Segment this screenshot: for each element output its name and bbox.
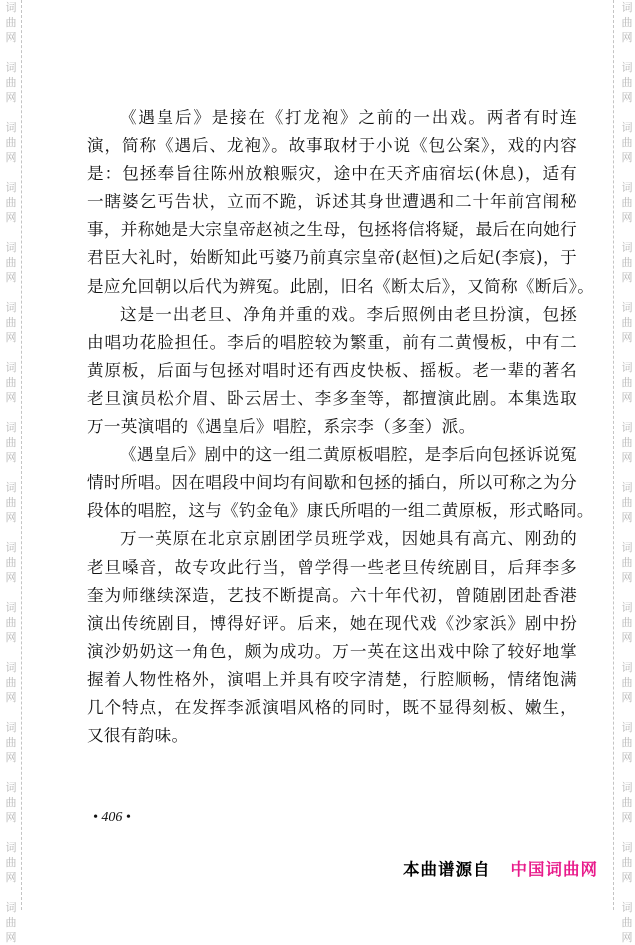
watermark-char: 网 xyxy=(5,391,17,404)
watermark-group xyxy=(3,420,19,465)
watermark-char: 网 xyxy=(5,751,17,764)
paragraph-first-line: 《遇皇后》是接在《打龙袍》之前的一出戏。两者有时连 xyxy=(120,108,577,127)
watermark-group xyxy=(619,120,635,165)
watermark-char: 词 xyxy=(5,841,17,854)
watermark-char: 网 xyxy=(621,571,633,584)
watermark-char: 网 xyxy=(5,811,17,824)
watermark-char: 词 xyxy=(5,481,17,494)
watermark-char: 曲 xyxy=(5,736,17,749)
watermark-char: 词 xyxy=(621,181,633,194)
watermark-char: 曲 xyxy=(621,76,633,89)
watermark-char: 曲 xyxy=(5,436,17,449)
watermark-char: 网 xyxy=(5,631,17,644)
watermark-group xyxy=(3,300,19,345)
watermark-char: 词 xyxy=(5,421,17,434)
watermark-char: 词 xyxy=(5,241,17,254)
watermark-char: 网 xyxy=(5,31,17,44)
watermark-char: 网 xyxy=(5,571,17,584)
watermark-char: 曲 xyxy=(621,856,633,869)
watermark-char: 词 xyxy=(621,241,633,254)
page-number: • 406 • xyxy=(93,810,131,825)
watermark-char: 词 xyxy=(5,541,17,554)
watermark-column-left xyxy=(3,0,19,944)
watermark-char: 词 xyxy=(621,781,633,794)
watermark-char: 词 xyxy=(621,1,633,14)
watermark-char: 网 xyxy=(621,931,633,944)
watermark-char: 网 xyxy=(621,811,633,824)
text-line: 情时所唱。因在唱段中间均有间歇和包拯的插白，所以可称之为分 xyxy=(87,473,577,493)
paragraph-first-line: 万一英原在北京京剧团学员班学戏，因她具有高亢、刚劲的 xyxy=(120,529,577,549)
watermark-group xyxy=(619,780,635,825)
watermark-char: 词 xyxy=(5,661,17,674)
text-line: 老旦嗓音，故专攻此行当，曾学得一些老旦传统剧目，后拜李多 xyxy=(87,557,577,577)
watermark-group xyxy=(619,480,635,525)
watermark-char: 词 xyxy=(5,721,17,734)
watermark-char: 曲 xyxy=(5,916,17,929)
source-attribution xyxy=(403,856,598,880)
watermark-char: 曲 xyxy=(621,316,633,329)
watermark-char: 网 xyxy=(5,91,17,104)
watermark-char: 曲 xyxy=(621,16,633,29)
watermark-group xyxy=(3,720,19,765)
watermark-group xyxy=(3,600,19,645)
text-line: 一瞎婆乞丐告状，立而不跪，诉述其身世遭遇和二十年前宫闱秘 xyxy=(87,192,577,212)
text-line: 演，简称《遇后、龙袍》。故事取材于小说《包公案》，戏的内容 xyxy=(87,136,577,156)
watermark-char: 曲 xyxy=(5,256,17,269)
text-line: 万一英演唱的《遇皇后》唱腔，系宗李（多奎）派。 xyxy=(87,417,476,437)
watermark-char: 网 xyxy=(5,271,17,284)
watermark-char: 网 xyxy=(621,511,633,524)
watermark-char: 曲 xyxy=(621,196,633,209)
watermark-group xyxy=(619,0,635,45)
watermark-char: 词 xyxy=(621,901,633,914)
watermark-char: 词 xyxy=(621,841,633,854)
watermark-char: 曲 xyxy=(621,256,633,269)
watermark-group xyxy=(3,660,19,705)
watermark-char: 曲 xyxy=(5,316,17,329)
watermark-char: 曲 xyxy=(621,436,633,449)
watermark-group xyxy=(619,240,635,285)
watermark-char: 词 xyxy=(621,121,633,134)
watermark-char: 曲 xyxy=(5,16,17,29)
watermark-char: 曲 xyxy=(621,796,633,809)
text-line: 是应允回朝以后代为辨冤。此剧，旧名《断太后》，又简称《断后》。 xyxy=(87,276,595,296)
text-line: 老旦演员松介眉、卧云居士、李多奎等，都擅演此剧。本集选取 xyxy=(87,388,577,408)
watermark-char: 曲 xyxy=(5,376,17,389)
watermark-group xyxy=(3,540,19,585)
watermark-group xyxy=(3,480,19,525)
watermark-char: 曲 xyxy=(621,556,633,569)
watermark-char: 网 xyxy=(621,391,633,404)
watermark-char: 词 xyxy=(5,121,17,134)
text-line: 又很有韵味。 xyxy=(87,726,189,746)
dashed-divider-right xyxy=(613,0,614,910)
watermark-char: 词 xyxy=(5,361,17,374)
watermark-char: 网 xyxy=(5,451,17,464)
watermark-char: 网 xyxy=(621,451,633,464)
watermark-group xyxy=(3,60,19,105)
text-line: 事，并称她是大宗皇帝赵祯之生母，包拯将信将疑，最后在向她行 xyxy=(87,220,577,240)
watermark-char: 词 xyxy=(621,661,633,674)
watermark-char: 网 xyxy=(5,151,17,164)
watermark-group xyxy=(619,600,635,645)
source-site-link[interactable]: 中国词曲网 xyxy=(510,860,598,879)
watermark-char: 曲 xyxy=(5,496,17,509)
watermark-char: 词 xyxy=(5,601,17,614)
watermark-char: 网 xyxy=(5,211,17,224)
watermark-char: 词 xyxy=(621,601,633,614)
watermark-char: 网 xyxy=(5,511,17,524)
text-line: 是：包拯奉旨往陈州放粮赈灾，途中在天齐庙宿坛(休息)，适有 xyxy=(87,164,577,184)
watermark-group xyxy=(3,360,19,405)
watermark-char: 词 xyxy=(621,361,633,374)
watermark-char: 曲 xyxy=(621,676,633,689)
dashed-divider-left xyxy=(21,0,22,910)
watermark-char: 网 xyxy=(621,331,633,344)
watermark-char: 词 xyxy=(5,181,17,194)
watermark-char: 曲 xyxy=(5,76,17,89)
watermark-group xyxy=(619,840,635,885)
watermark-group xyxy=(3,900,19,945)
watermark-group xyxy=(619,360,635,405)
text-line: 由唱功花脸担任。李后的唱腔较为繁重，前有二黄慢板，中有二 xyxy=(87,332,577,352)
watermark-group xyxy=(619,60,635,105)
watermark-char: 曲 xyxy=(5,676,17,689)
watermark-group xyxy=(3,840,19,885)
paragraph-first-line: 《遇皇后》剧中的这一组二黄原板唱腔，是李后向包拯诉说冤 xyxy=(120,445,577,465)
watermark-char: 曲 xyxy=(621,916,633,929)
watermark-char: 曲 xyxy=(5,556,17,569)
watermark-char: 词 xyxy=(621,301,633,314)
watermark-char: 曲 xyxy=(5,856,17,869)
text-line: 几个特点，在发挥李派演唱风格的同时，既不显得刻板、嫩生， xyxy=(87,697,577,717)
watermark-group xyxy=(619,660,635,705)
watermark-char: 词 xyxy=(621,61,633,74)
watermark-char: 网 xyxy=(621,91,633,104)
watermark-char: 曲 xyxy=(621,496,633,509)
text-line: 奎为师继续深造，艺技不断提高。六十年代初，曾随剧团赴香港 xyxy=(87,585,577,605)
watermark-char: 网 xyxy=(5,691,17,704)
watermark-char: 词 xyxy=(5,1,17,14)
watermark-char: 曲 xyxy=(621,376,633,389)
watermark-char: 网 xyxy=(621,751,633,764)
watermark-char: 网 xyxy=(5,931,17,944)
watermark-group xyxy=(3,240,19,285)
watermark-char: 曲 xyxy=(621,736,633,749)
watermark-char: 曲 xyxy=(621,616,633,629)
watermark-char: 曲 xyxy=(621,136,633,149)
watermark-char: 网 xyxy=(621,211,633,224)
watermark-group xyxy=(619,540,635,585)
watermark-group xyxy=(619,180,635,225)
watermark-char: 词 xyxy=(621,421,633,434)
text-line: 演沙奶奶这一角色，颇为成功。万一英在这出戏中除了较好地掌 xyxy=(87,641,577,661)
watermark-char: 曲 xyxy=(5,196,17,209)
watermark-column-right xyxy=(619,0,635,944)
watermark-group xyxy=(619,420,635,465)
watermark-char: 网 xyxy=(621,691,633,704)
watermark-group xyxy=(3,780,19,825)
watermark-char: 词 xyxy=(5,781,17,794)
text-line: 握着人物性格外，演唱上并具有咬字清楚，行腔顺畅，情绪饱满 xyxy=(87,669,577,689)
watermark-char: 词 xyxy=(621,481,633,494)
watermark-char: 网 xyxy=(621,871,633,884)
watermark-char: 网 xyxy=(5,871,17,884)
paragraph-first-line: 这是一出老旦、净角并重的戏。李后照例由老旦扮演，包拯 xyxy=(120,304,577,324)
watermark-group xyxy=(3,120,19,165)
page-body xyxy=(87,104,595,750)
text-line: 段体的唱腔，这与《钓金龟》康氏所唱的一组二黄原板，形式略同。 xyxy=(87,501,594,521)
watermark-group xyxy=(3,0,19,45)
watermark-char: 词 xyxy=(5,301,17,314)
watermark-char: 网 xyxy=(621,631,633,644)
watermark-group xyxy=(3,180,19,225)
watermark-group xyxy=(619,720,635,765)
watermark-char: 网 xyxy=(5,331,17,344)
watermark-char: 词 xyxy=(5,61,17,74)
watermark-group xyxy=(619,300,635,345)
watermark-char: 词 xyxy=(621,541,633,554)
watermark-char: 曲 xyxy=(5,616,17,629)
text-line: 演出传统剧目，博得好评。后来，她在现代戏《沙家浜》剧中扮 xyxy=(87,613,577,633)
watermark-char: 网 xyxy=(621,31,633,44)
watermark-char: 网 xyxy=(621,151,633,164)
watermark-char: 曲 xyxy=(5,136,17,149)
watermark-char: 网 xyxy=(621,271,633,284)
watermark-char: 词 xyxy=(5,901,17,914)
text-line: 黄原板，后面与包拯对唱时还有西皮快板、摇板。老一辈的著名 xyxy=(87,360,577,380)
text-line: 君臣大礼时，始断知此丐婆乃前真宗皇帝(赵恒)之后妃(李宸)，于 xyxy=(87,248,577,268)
watermark-group xyxy=(619,900,635,945)
watermark-char: 词 xyxy=(621,721,633,734)
source-label: 本曲谱源自 xyxy=(403,860,491,879)
watermark-char: 曲 xyxy=(5,796,17,809)
